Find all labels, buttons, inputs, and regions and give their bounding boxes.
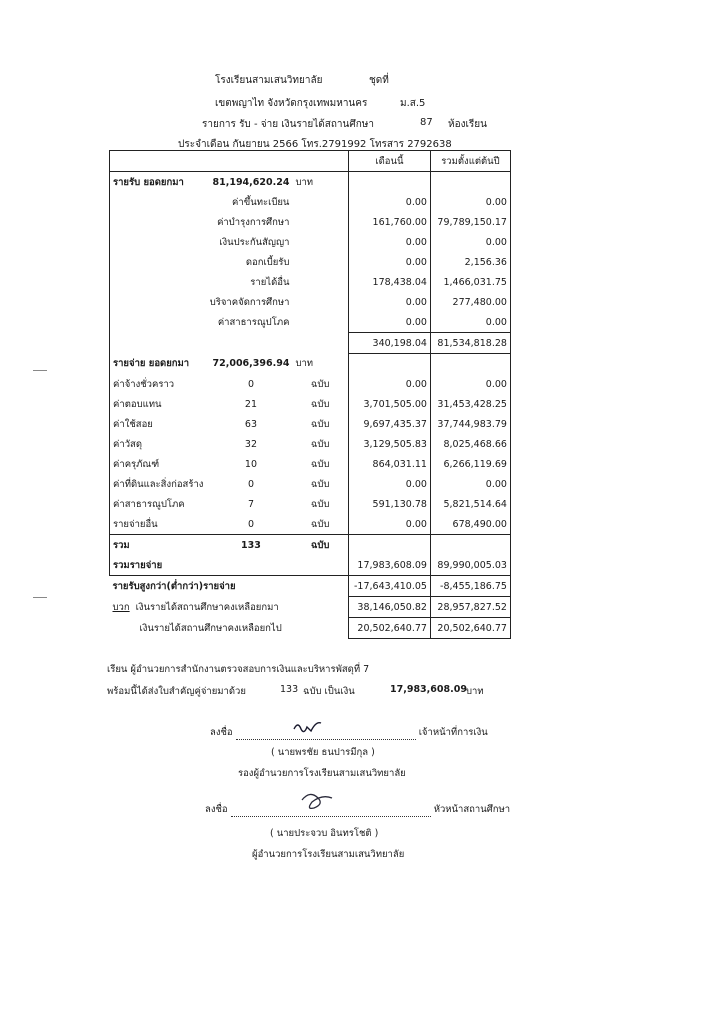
income-total-ytd: 81,534,818.28 [430,333,510,354]
expense-row: ค่าวัสดุ 32 ฉบับ 3,129,505.83 8,025,468.66 [110,434,511,454]
expense-row: ค่าสาธารณูปโภค 7 ฉบับ 591,130.78 5,821,514.64 [110,494,511,514]
brought-label: เงินรายได้สถานศึกษาคงเหลือยกมา [135,601,279,613]
margin-mark [33,597,47,598]
set-label: ชุดที่ [369,75,389,86]
sign-label: ลงชื่อ [210,727,233,738]
brought-prefix: บวก [112,601,130,613]
brought-month: 38,146,050.82 [348,597,430,618]
expense-row: ค่าตอบแทน 21 ฉบับ 3,701,505.00 31,453,428.25 [110,394,511,414]
income-row: บริจาคจัดการศึกษา 0.00 277,480.00 [110,292,511,312]
income-expense-table [109,150,511,639]
income-row: รายได้อื่น 178,438.04 1,466,031.75 [110,272,511,292]
expense-row: รายจ่ายอื่น 0 ฉบับ 0.00 678,490.00 [110,514,511,535]
memo-send: พร้อมนี้ได้ส่งใบสำคัญคู่จ่ายมาด้วย [107,686,246,697]
income-row: ค่าบำรุงการศึกษา 161,760.00 79,789,150.17 [110,212,511,232]
memo-amount-unit: บาท [466,686,484,697]
expense-carry: 72,006,396.94 [212,358,290,370]
school-name: โรงเรียนสามเสนวิทยาลัย [215,75,323,86]
col-month-header: เดือนนี้ [348,151,430,172]
memo-count-unit: ฉบับ เป็นเงิน [303,686,355,697]
income-label: รายรับ ยอดยกมา [110,172,210,193]
forward-ytd: 20,502,640.77 [430,618,510,639]
room-no: 87 [420,117,433,128]
net-ytd: -8,455,186.75 [430,576,510,597]
signature1-position: รองผู้อำนวยการโรงเรียนสามเสนวิทยาลัย [238,768,406,779]
signature1-line [210,725,488,740]
class-level: ม.ส.5 [400,98,426,109]
expense-label: รายจ่าย ยอดยกมา [110,354,210,375]
total-expense-label: รวมรายจ่าย [110,555,349,576]
handwritten-signature-2 [298,786,340,814]
sign-label: ลงชื่อ [205,804,228,815]
brought-ytd: 28,957,827.52 [430,597,510,618]
signature1-name: ( นายพรชัย ธนปารมีกุล ) [271,747,375,758]
total-expense-month: 17,983,608.09 [348,555,430,576]
income-total-month: 340,198.04 [348,333,430,354]
income-unit: บาท [295,176,314,188]
net-month: -17,643,410.05 [348,576,430,597]
expense-row: ค่าครุภัณฑ์ 10 ฉบับ 864,031.11 6,266,119.69 [110,454,511,474]
forward-month: 20,502,640.77 [348,618,430,639]
total-count: 133 [210,535,293,556]
signature2-line [205,802,510,817]
memo-amount: 17,983,608.09 [390,684,467,695]
expense-row: ค่าใช้สอย 63 ฉบับ 9,697,435.37 37,744,983.79 [110,414,511,434]
memo-count: 133 [280,684,299,695]
margin-mark [33,370,47,371]
memo-to: เรียน ผู้อำนวยการสำนักงานตรวจสอบการเงินและบริหารพัสดุที่ 7 [107,664,370,675]
income-row: ดอกเบี้ยรับ 0.00 2,156.36 [110,252,511,272]
district: เขตพญาไท จังหวัดกรุงเทพมหานคร [215,98,368,109]
signature2-position: ผู้อำนวยการโรงเรียนสามเสนวิทยาลัย [252,849,405,860]
net-label: รายรับสูงกว่า(ต่ำกว่า)รายจ่าย [112,580,236,592]
header-blank [110,151,349,172]
income-carry: 81,194,620.24 [212,176,290,188]
report-period: ประจำเดือน กันยายน 2566 โทร.2791992 โทรสาร 2792638 [178,139,452,150]
report-title: รายการ รับ - จ่าย เงินรายได้สถานศึกษา [202,119,374,130]
signature1-role: เจ้าหน้าที่การเงิน [418,727,488,738]
room-label: ห้องเรียน [448,119,487,130]
total-label: รวม [110,535,210,556]
expense-unit: บาท [295,358,314,370]
handwritten-signature-1 [292,717,328,735]
income-row: ค่าขึ้นทะเบียน 0.00 0.00 [110,192,511,212]
col-ytd-header: รวมตั้งแต่ต้นปี [430,151,510,172]
income-row: ค่าสาธารณูปโภค 0.00 0.00 [110,312,511,333]
signature2-role: หัวหน้าสถานศึกษา [433,804,511,815]
expense-row: ค่าจ้างชั่วคราว 0 ฉบับ 0.00 0.00 [110,374,511,394]
total-expense-ytd: 89,990,005.03 [430,555,510,576]
signature2-name: ( นายประจวบ อินทรโชติ ) [270,828,379,839]
brought-forward-line [110,597,349,618]
total-unit: ฉบับ [292,535,348,556]
income-row: เงินประกันสัญญา 0.00 0.00 [110,232,511,252]
expense-row: ค่าที่ดินและสิ่งก่อสร้าง 0 ฉบับ 0.00 0.00 [110,474,511,494]
forward-label: เงินรายได้สถานศึกษาคงเหลือยกไป [139,622,282,634]
